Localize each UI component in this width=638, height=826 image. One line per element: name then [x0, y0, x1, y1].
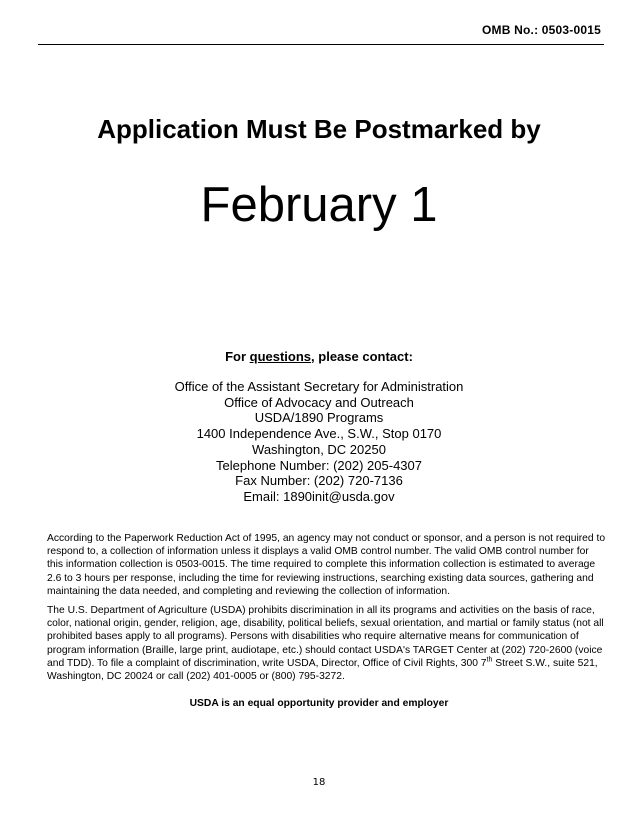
postmark-headline: Application Must Be Postmarked by — [97, 114, 541, 144]
contact-heading-prefix: For — [225, 349, 250, 364]
deadline-date: February 1 — [200, 178, 438, 232]
contact-address-block — [0, 379, 638, 505]
contact-heading-suffix: , please contact: — [311, 349, 413, 364]
address-line: 1400 Independence Ave., S.W., Stop 0170 — [196, 426, 442, 442]
address-line: Office of the Assistant Secretary for Administration — [174, 379, 464, 394]
fax-line: Fax Number: (202) 720-7136 — [235, 473, 403, 489]
nondiscrimination-text: The U.S. Department of Agriculture (USDA) prohibits discrimination in all its programs and activities on the basis of race, color, national origin, gender, religion, age, disability, political beliefs, sexual orientation, and martial or family status (not all prohibited bases apply to all programs). Persons with disabilities who require alternative means for communication of program information (Braille, large print, audiotape, etc.) should contact USDA's TARGET Center at (202) 720-2600 (voice and TDD). To file a complaint of discrimination, write USDA, Director, Office of Civil Rights, 300 7 — [47, 605, 604, 669]
telephone-line: Telephone Number: (202) 205-4307 — [216, 457, 422, 473]
omb-number: OMB No.: 0503-0015 — [482, 23, 601, 37]
page-number: 18 — [312, 777, 326, 788]
equal-opportunity-statement: USDA is an equal opportunity provider and employer — [189, 698, 449, 709]
contact-heading — [0, 349, 638, 364]
nondiscrimination-text-end: Street S.W., suite 521, Washington, DC 20024 or call (202) 401-0005 or (800) 795-3272. — [47, 657, 598, 683]
ordinal-superscript: th — [486, 656, 493, 664]
email-line: Email: 1890init@usda.gov — [243, 488, 395, 504]
address-line: Washington, DC 20250 — [252, 441, 386, 457]
paperwork-reduction-notice: According to the Paperwork Reduction Act of 1995, an agency may not conduct or sponsor, and a person is not required to respond to, a collection of information unless it displays a valid OMB control number. The valid OMB control number for this information collection is 0503-0015. The time required to complete this information collection is estimated to average 2.6 to 3 hours per response, including the time for reviewing instructions, searching existing data sources, gathering and maintaining the data needed, and completing and reviewing the collection of information. — [47, 533, 606, 597]
header-divider — [38, 44, 604, 45]
address-line: Office of Advocacy and Outreach — [224, 394, 414, 410]
address-line: USDA/1890 Programs — [254, 410, 384, 426]
questions-underlined-text: questions — [249, 349, 312, 364]
nondiscrimination-statement — [47, 604, 607, 683]
